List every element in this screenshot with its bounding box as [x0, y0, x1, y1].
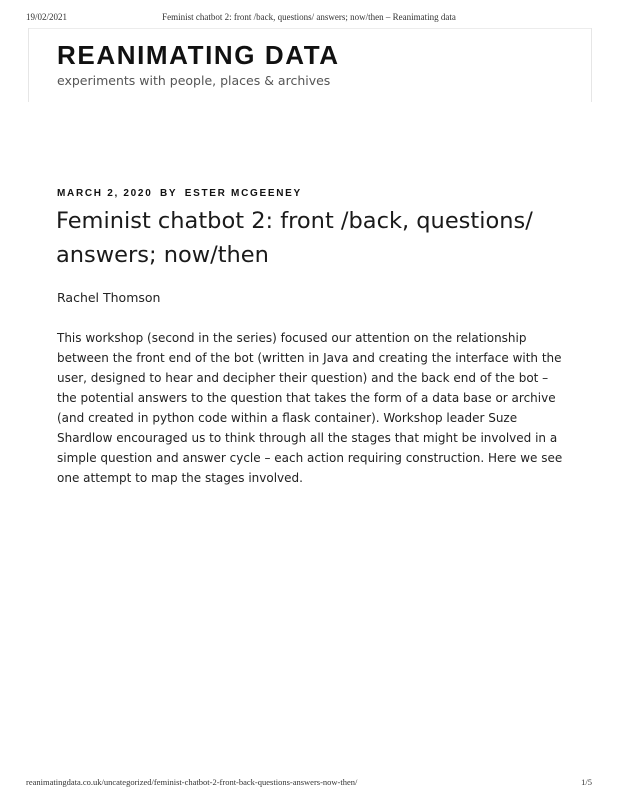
header-divider [29, 28, 591, 29]
site-header [28, 28, 592, 102]
print-page-title: Feminist chatbot 2: front /back, questions/ answers; now/then – Reanimating data [162, 12, 456, 22]
print-url: reanimatingdata.co.uk/uncategorized/feminist-chatbot-2-front-back-questions-answers-now-then/ [26, 777, 358, 787]
print-page-number: 1/5 [581, 777, 592, 787]
site-tagline: experiments with people, places & archives [57, 73, 331, 88]
site-title[interactable]: REANIMATING DATA [57, 40, 340, 70]
post-title: Feminist chatbot 2: front /back, questions/ answers; now/then [56, 208, 533, 268]
print-footer [26, 777, 592, 789]
post-body-paragraph: This workshop (second in the series) focused our attention on the relationship between the front end of the bot (written in Java and creating the interface with the user, designed to hear and decipher their question) and the back end of the bot – the potential answers to the question that takes the form of a data base or archive (and created in python code within a flask container). Workshop leader Suze Shardlow encouraged us to think through all the stages that might be involved in a simple question and answer cycle – each action requiring construction. Here we see one attempt to map the stages involved. [57, 331, 563, 485]
post-date[interactable]: MARCH 2, 2020 [57, 188, 153, 199]
print-header [26, 12, 592, 26]
post-by-label: BY [159, 188, 178, 199]
post-meta [57, 188, 302, 199]
post-byline: Rachel Thomson [57, 290, 161, 305]
post-author-link[interactable]: ESTER MCGEENEY [184, 188, 302, 199]
print-date: 19/02/2021 [26, 12, 68, 22]
